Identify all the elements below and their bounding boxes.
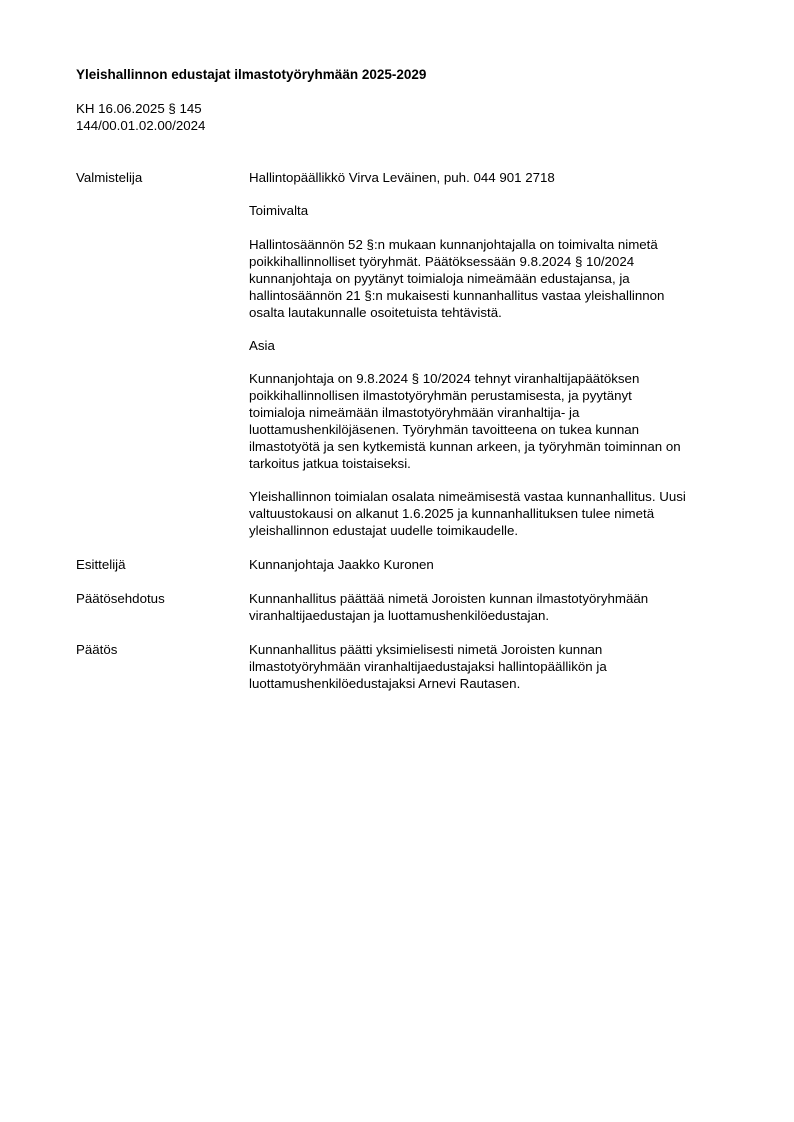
paatos-line: Kunnanhallitus päätti yksimielisesti nimetä Joroisten kunnan xyxy=(249,642,603,657)
asia-line: toimialoja nimeämään ilmastotyöryhmään viranhaltija- ja xyxy=(249,405,580,420)
paatos-line: ilmastotyöryhmään viranhaltijaedustajaksi hallintopäällikön ja xyxy=(249,659,607,674)
preparer-line: Hallintopäällikkö Virva Leväinen, puh. 044 901 2718 xyxy=(249,170,555,185)
asia-line: Yleishallinnon toimialan osalata nimeämisestä vastaa kunnanhallitus. Uusi xyxy=(249,489,686,504)
paatos-content xyxy=(249,641,741,692)
asia-line: ilmastotyötä ja sen kytkemistä kunnan arkeen, ja työryhmän toiminnan on xyxy=(249,439,681,454)
toimivalta-paragraph xyxy=(249,236,741,321)
asia-paragraph-1 xyxy=(249,370,741,472)
valmistelija-content xyxy=(249,169,741,186)
paatosehdotus-line: Kunnanhallitus päättää nimetä Joroisten kunnan ilmastotyöryhmään xyxy=(249,591,649,606)
asia-heading: Asia xyxy=(249,338,275,353)
asia-paragraph-2 xyxy=(249,488,741,539)
document-meta xyxy=(76,100,205,134)
meeting-reference: KH 16.06.2025 § 145 xyxy=(76,101,202,116)
asia-line: tarkoitus jatkua toistaiseksi. xyxy=(249,456,411,471)
record-number: 144/00.01.02.00/2024 xyxy=(76,118,206,133)
toimivalta-line: kunnanjohtaja on pyytänyt toimialoja nimeämään edustajansa, ja xyxy=(249,271,630,286)
asia-line: Kunnanjohtaja on 9.8.2024 § 10/2024 tehnyt viranhaltijapäätöksen xyxy=(249,371,640,386)
toimivalta-line: hallintosäännön 21 §:n mukaisesti kunnanhallitus vastaa yleishallinnon xyxy=(249,288,665,303)
document-title: Yleishallinnon edustajat ilmastotyöryhmään 2025-2029 xyxy=(76,67,427,82)
asia-line: valtuustokausi on alkanut 1.6.2025 ja kunnanhallituksen tulee nimetä xyxy=(249,506,655,521)
esittelija-value: Kunnanjohtaja Jaakko Kuronen xyxy=(249,557,434,572)
paatosehdotus-line: viranhaltijaedustajan ja luottamushenkilöedustajan. xyxy=(249,608,550,623)
asia-line: poikkihallinnollisen ilmastotyöryhmän perustamisesta, ja pyytänyt xyxy=(249,388,632,403)
asia-line: yleishallinnon edustajat uudelle toimikaudelle. xyxy=(249,523,519,538)
toimivalta-line: poikkihallinnolliset työryhmät. Päätöksessään 9.8.2024 § 10/2024 xyxy=(249,254,635,269)
paatos-line: luottamushenkilöedustajaksi Arnevi Rautasen. xyxy=(249,676,521,691)
label-paatosehdotus: Päätösehdotus xyxy=(76,591,165,606)
asia-line: luottamushenkilöjäsenen. Työryhmän tavoitteena on tukea kunnan xyxy=(249,422,640,437)
toimivalta-line: osalta lautakunnalle osoitetuista tehtävistä. xyxy=(249,305,502,320)
toimivalta-line: Hallintosäännön 52 §:n mukaan kunnanjohtajalla on toimivalta nimetä xyxy=(249,237,658,252)
paatosehdotus-content xyxy=(249,590,741,624)
toimivalta-heading: Toimivalta xyxy=(249,203,309,218)
label-paatos: Päätös xyxy=(76,642,118,657)
label-esittelija: Esittelijä xyxy=(76,557,126,572)
label-valmistelija: Valmistelija xyxy=(76,170,143,185)
